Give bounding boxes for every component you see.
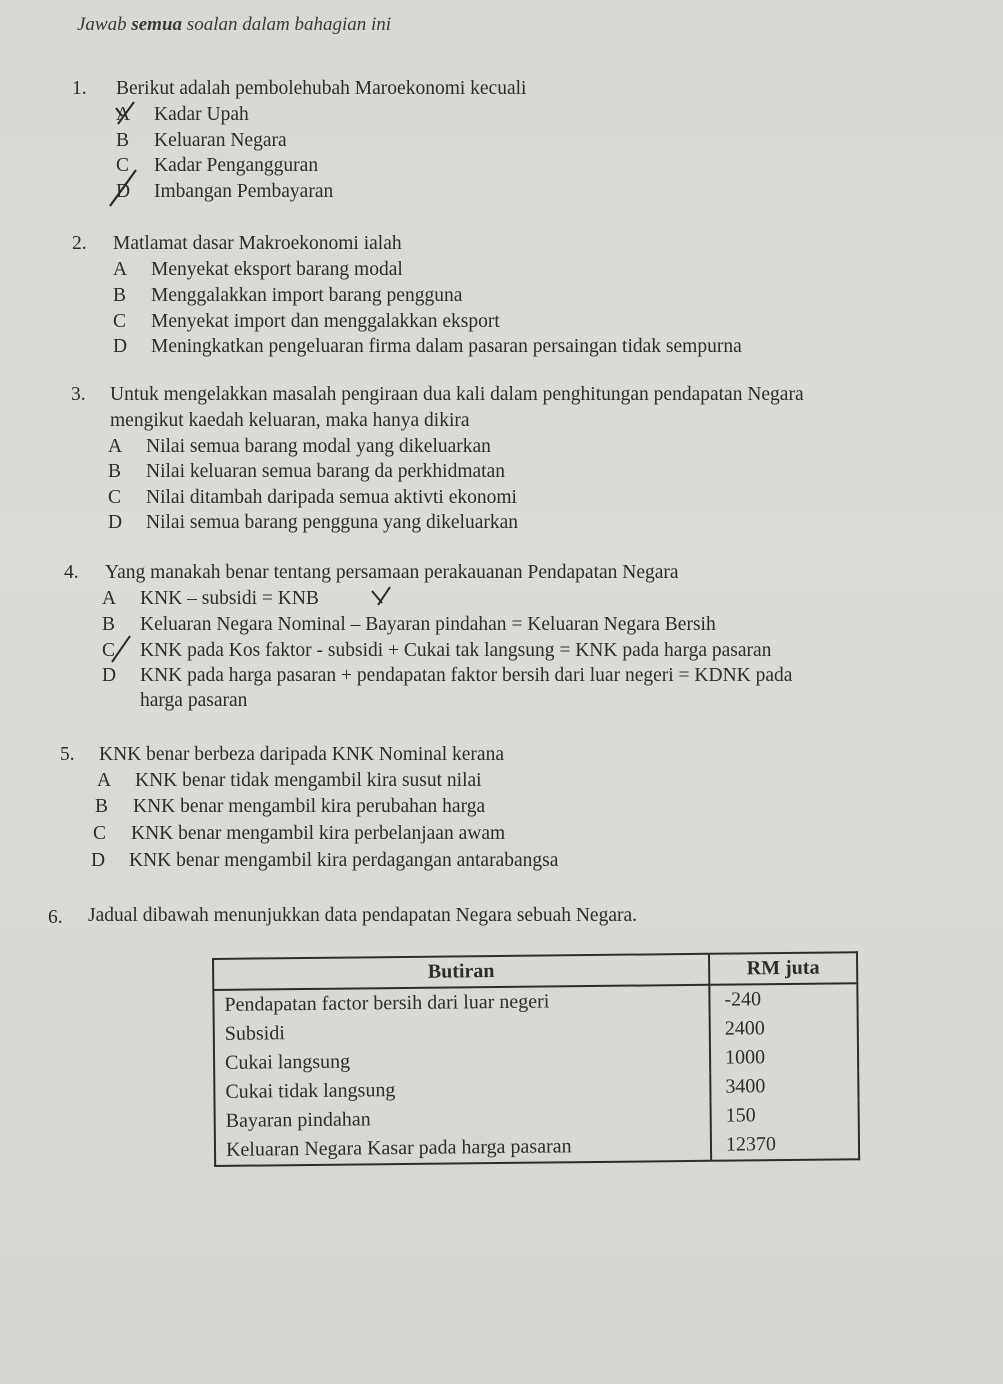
question-stem: Untuk mengelakkan masalah pengiraan dua kali dalam penghitungan pendapatan Negara [110, 384, 804, 405]
question-number: 4. [64, 562, 79, 583]
option-letter: C [93, 823, 107, 844]
question-number: 2. [72, 233, 87, 254]
option-text: Nilai semua barang pengguna yang dikeluarkan [146, 512, 518, 533]
instructions [77, 14, 391, 36]
option-text: KNK benar mengambil kira perbelanjaan awam [131, 823, 506, 844]
question-number: 1. [72, 78, 87, 99]
option-d [116, 181, 333, 203]
row-value: -240 [724, 988, 762, 1011]
option-text: KNK benar mengambil kira perdagangan antarabangsa [129, 850, 559, 871]
option-letter: A [108, 436, 123, 457]
option-b [102, 614, 716, 636]
option-text: Kadar Upah [154, 104, 249, 125]
option-b [95, 796, 485, 818]
option-text: Keluaran Negara Nominal – Bayaran pindahan = Keluaran Negara Bersih [140, 614, 716, 635]
option-text: KNK pada harga pasaran + pendapatan faktor bersih dari luar negeri = KDNK pada [140, 665, 793, 686]
option-text: Nilai keluaran semua barang da perkhidmatan [146, 461, 505, 482]
option-text: Menyekat import dan menggalakkan eksport [151, 311, 500, 332]
question-number: 6. [48, 907, 63, 928]
option-letter: A [116, 104, 131, 125]
row-label: Cukai langsung [214, 1044, 710, 1078]
option-d [113, 336, 742, 358]
option-text: Kadar Pengangguran [154, 155, 319, 176]
option-d [108, 512, 518, 534]
row-label: Cukai tidak langsung [214, 1073, 710, 1107]
option-b [108, 461, 505, 483]
option-letter: B [116, 130, 130, 151]
question-stem: Matlamat dasar Makroekonomi ialah [113, 233, 402, 254]
question-stem: KNK benar berbeza daripada KNK Nominal kerana [99, 744, 504, 765]
option-letter: D [108, 512, 123, 533]
option-text: Meningkatkan pengeluaran firma dalam pasaran persaingan tidak sempurna [151, 336, 742, 357]
option-a [108, 436, 491, 458]
option-d-continuation [140, 690, 247, 712]
instruction-bold: semua [131, 14, 183, 35]
handwritten-cross-mark [368, 585, 396, 609]
option-text: Keluaran Negara [154, 130, 287, 151]
option-letter: C [113, 311, 127, 332]
option-letter: A [97, 770, 112, 791]
option-letter: D [116, 181, 131, 202]
question-stem-line-2: mengikut kaedah keluaran, maka hanya dikira [110, 410, 470, 431]
row-label: Bayaran pindahan [215, 1102, 711, 1136]
instruction-prefix: Jawab [77, 14, 127, 35]
option-c [113, 311, 500, 333]
option-letter: B [108, 461, 122, 482]
option-text: Menyekat eksport barang modal [151, 259, 403, 280]
table-row [215, 1129, 859, 1166]
option-d [102, 665, 792, 687]
option-text: KNK benar tidak mengambil kira susut nilai [135, 770, 482, 791]
income-data-table [212, 951, 860, 1167]
option-d [91, 850, 558, 872]
option-letter: A [113, 259, 128, 280]
option-text: harga pasaran [140, 690, 248, 711]
row-label: Keluaran Negara Kasar pada harga pasaran [215, 1131, 711, 1166]
option-text: Nilai ditambah daripada semua aktivti ekonomi [146, 487, 517, 508]
option-letter: B [95, 796, 109, 817]
option-letter: D [91, 850, 106, 871]
option-text: Nilai semua barang modal yang dikeluarkan [146, 436, 491, 457]
option-letter: C [108, 487, 122, 508]
option-letter: C [116, 155, 130, 176]
option-b [113, 285, 462, 307]
row-value: 3400 [725, 1075, 766, 1098]
question-stem: Berikut adalah pembolehubah Maroekonomi kecuali [116, 78, 527, 99]
option-text: Menggalakkan import barang pengguna [151, 285, 463, 306]
option-text: KNK – subsidi = KNB [140, 588, 319, 609]
option-letter: D [113, 336, 128, 357]
row-value: 2400 [724, 1017, 765, 1040]
option-letter: C [102, 640, 116, 661]
option-letter: B [102, 614, 116, 635]
option-c [108, 487, 517, 509]
row-value: 12370 [725, 1133, 777, 1156]
option-text: KNK pada Kos faktor - subsidi + Cukai tak langsung = KNK pada harga pasaran [140, 640, 772, 661]
row-label: Pendapatan factor bersih dari luar negeri [213, 985, 709, 1020]
header-rm-juta: RM juta [709, 952, 857, 985]
option-c [116, 155, 318, 177]
option-a [116, 104, 249, 126]
option-text: Imbangan Pembayaran [154, 181, 334, 202]
question-stem: Yang manakah benar tentang persamaan perakauanan Pendapatan Negara [105, 562, 679, 583]
row-value: 1000 [724, 1046, 766, 1069]
option-a [97, 770, 482, 792]
instruction-suffix: soalan dalam bahagian ini [186, 14, 392, 35]
question-stem: Jadual dibawah menunjukkan data pendapatan Negara sebuah Negara. [88, 905, 638, 926]
option-b [116, 130, 287, 152]
option-letter: D [102, 665, 117, 686]
option-c [93, 823, 505, 845]
row-label: Subsidi [214, 1015, 710, 1049]
option-letter: A [102, 588, 117, 609]
option-c [102, 640, 771, 662]
option-a [113, 259, 403, 281]
option-a [102, 588, 319, 610]
option-letter: B [113, 285, 127, 306]
option-text: KNK benar mengambil kira perubahan harga [133, 796, 486, 817]
header-butiran: Butiran [213, 954, 709, 990]
question-number: 3. [71, 384, 86, 405]
row-value: 150 [725, 1104, 756, 1127]
question-number: 5. [60, 744, 75, 765]
